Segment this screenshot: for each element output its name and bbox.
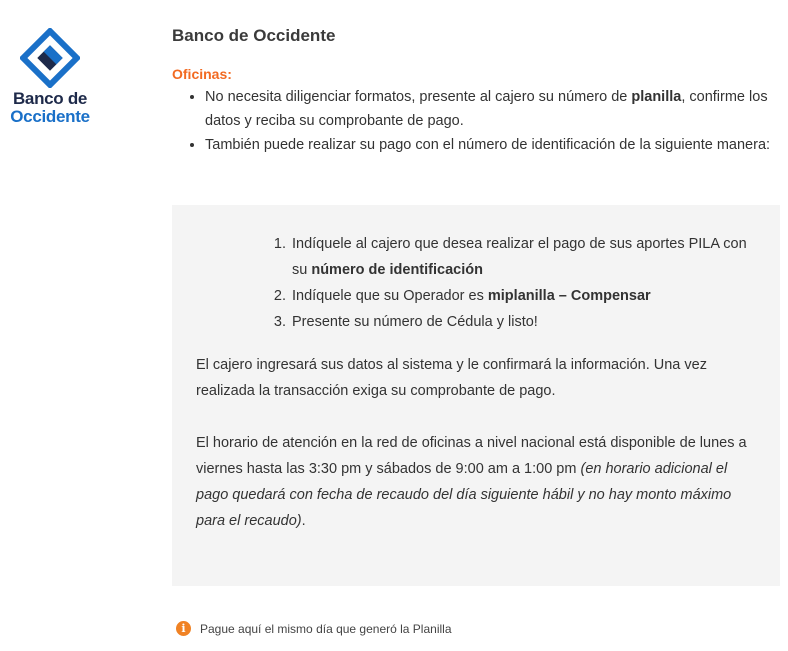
- same-day-note: [176, 621, 452, 636]
- bank-logo: [0, 28, 100, 126]
- instructions-list: [172, 85, 782, 157]
- bullet-text: No necesita diligenciar formatos, presente al cajero su número de: [205, 89, 632, 105]
- step-text: Indíquele al cajero que desea realizar el pago de sus aportes PILA con su: [292, 236, 747, 278]
- schedule-note: (en horario adicional el pago quedará con fecha de recaudo del día siguiente hábil y no hay monto máximo para el recaudo): [196, 461, 732, 529]
- schedule-text: El horario de atención en la red de oficinas a nivel nacional está disponible de lunes a viernes hasta las 3:30 pm y sábados de 9:00 am a 1:00 pm: [196, 435, 747, 477]
- step-text: Presente su número de Cédula y listo!: [292, 314, 538, 330]
- bullet-text: También puede realizar su pago con el número de identificación de la siguiente manera:: [205, 137, 771, 153]
- step-item: [290, 309, 760, 335]
- list-item: [205, 133, 782, 157]
- step-text: Indíquele que su Operador es: [292, 288, 488, 304]
- bullet-text: , confirme los datos y reciba su comprobante de pago.: [205, 89, 768, 129]
- occidente-logo-icon: [20, 28, 80, 88]
- step-item: [290, 231, 760, 283]
- note-text: Pague aquí el mismo día que generó la Planilla: [200, 621, 452, 636]
- schedule-paragraph: [196, 430, 760, 534]
- bullet-bold: planilla: [631, 89, 682, 105]
- cashier-paragraph: El cajero ingresará sus datos al sistema y le confirmará la información. Una vez realizada la transacción exiga su comprobante de pago.: [196, 357, 707, 399]
- step-bold: miplanilla – Compensar: [487, 288, 651, 304]
- id-payment-box: [172, 205, 780, 586]
- bank-info: [172, 24, 782, 157]
- logo-text-line1: Banco de: [12, 89, 88, 108]
- info-icon: i: [176, 621, 191, 636]
- step-item: [290, 283, 760, 309]
- bank-name: Banco de Occidente: [172, 26, 336, 45]
- logo-text-line2: Occidente: [10, 107, 90, 126]
- schedule-end: .: [301, 513, 306, 529]
- section-label: Oficinas:: [172, 66, 232, 82]
- list-item: [205, 85, 782, 133]
- steps-list: [196, 231, 760, 335]
- step-bold: número de identificación: [311, 262, 483, 278]
